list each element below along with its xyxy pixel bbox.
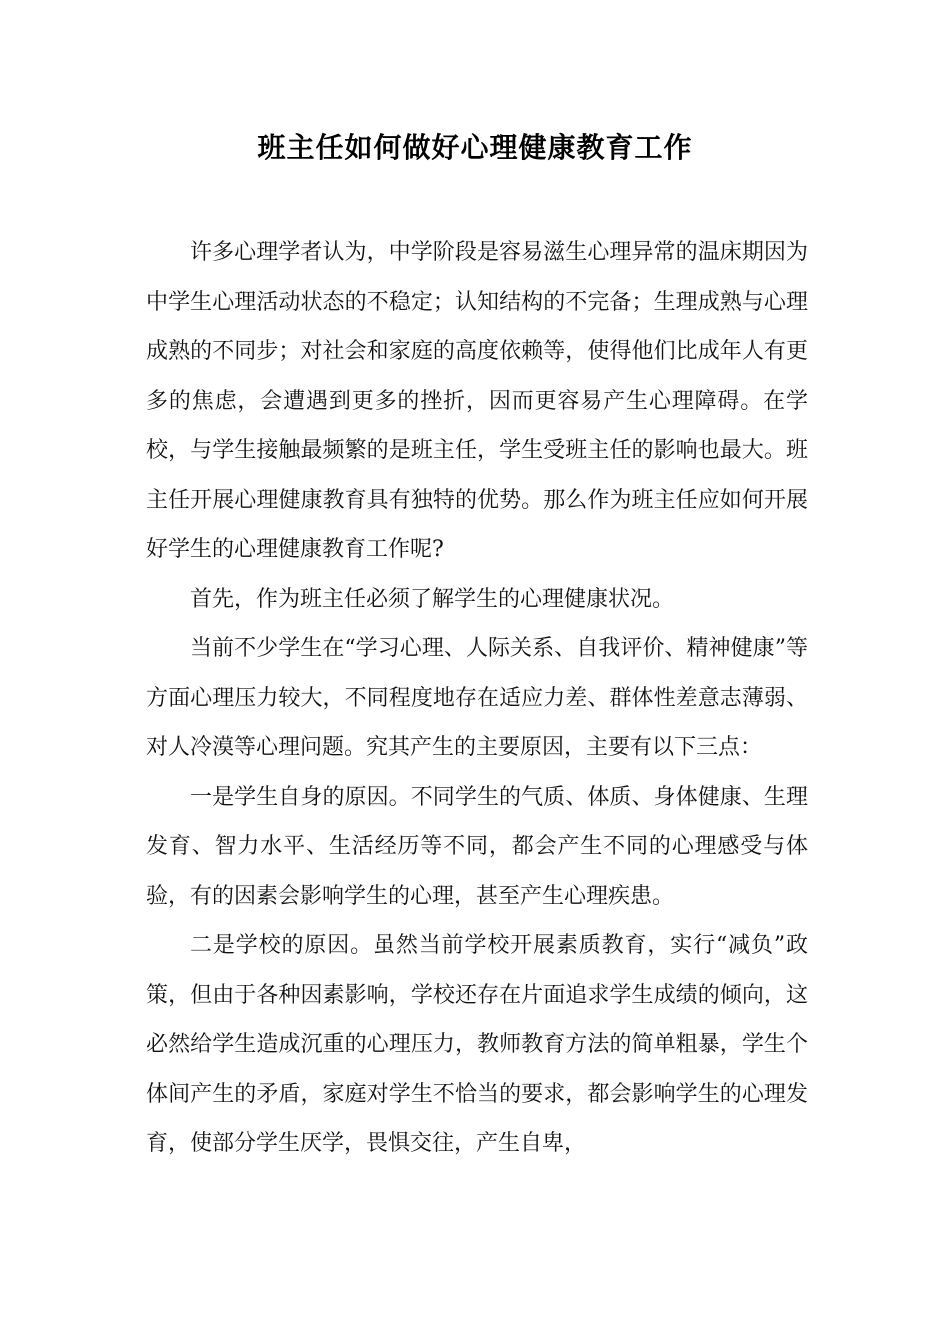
paragraph-reason-one: 一是学生自身的原因。不同学生的气质、体质、身体健康、生理发育、智力水平、生活经历等不同，都会产生不同的心理感受与体验，有的因素会影响学生的心理，甚至产生心理疾患。: [146, 784, 808, 909]
document-body: [146, 228, 808, 1169]
paragraph-reason-two: 二是学校的原因。虽然当前学校开展素质教育，实行“减负”政策，但由于各种因素影响，学校还存在片面追求学生成绩的倾向，这必然给学生造成沉重的心理压力，教师教育方法的简单粗暴，学生个体间产生的矛盾，家庭对学生不恰当的要求，都会影响学生的心理发育，使部分学生厌学，畏惧交往，产生自卑，: [146, 933, 808, 1156]
paragraph-intro: 许多心理学者认为，中学阶段是容易滋生心理异常的温床期因为中学生心理活动状态的不稳定；认知结构的不完备；生理成熟与心理成熟的不同步；对社会和家庭的高度依赖等，使得他们比成年人有更多的焦虑，会遭遇到更多的挫折，因而更容易产生心理障碍。在学校，与学生接触最频繁的是班主任，学生受班主任的影响也最大。班主任开展心理健康教育具有独特的优势。那么作为班主任应如何开展好学生的心理健康教育工作呢?: [146, 240, 808, 562]
paragraph-first-point: 首先，作为班主任必须了解学生的心理健康状况。: [190, 586, 675, 612]
paragraph-current-problems: 当前不少学生在“学习心理、人际关系、自我评价、精神健康”等方面心理压力较大，不同程度地存在适应力差、群体性差意志薄弱、对人冷漠等心理问题。究其产生的主要原因，主要有以下三点：: [146, 636, 808, 760]
document-title: 班主任如何做好心理健康教育工作: [257, 131, 693, 164]
